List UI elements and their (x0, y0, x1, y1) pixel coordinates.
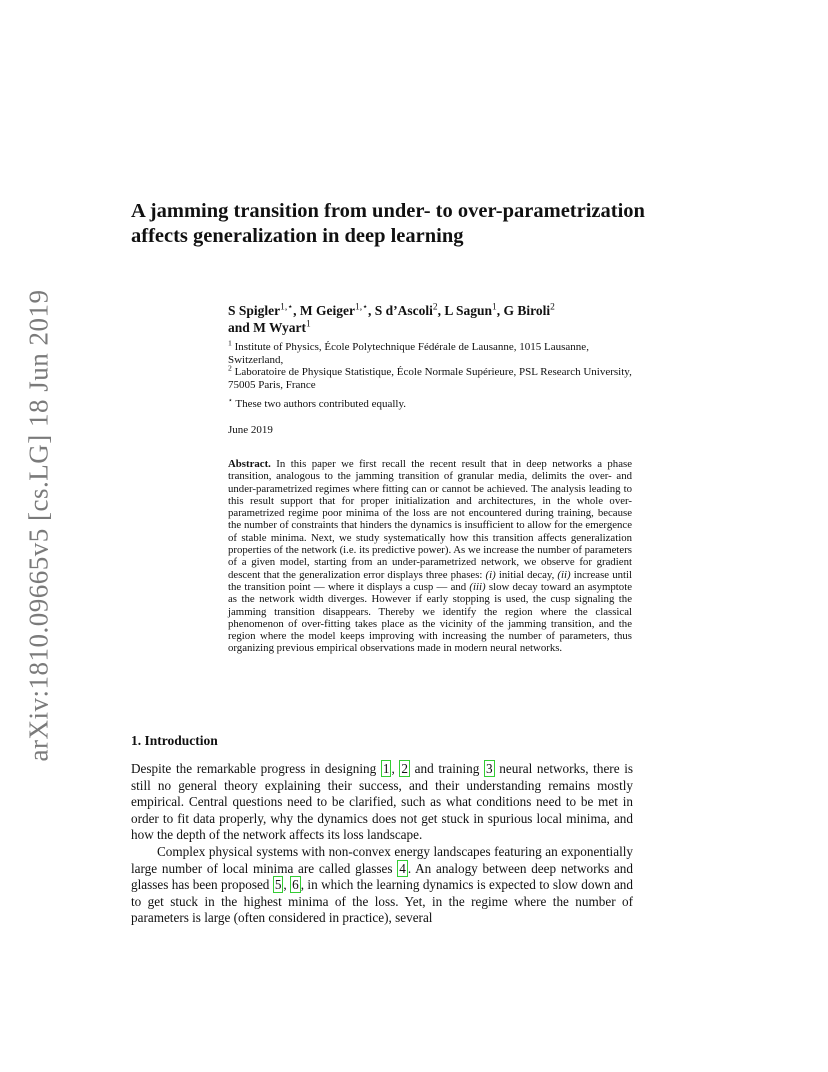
paragraph-text: , in which the learning dynamics is expected to slow down and to get stuck in the highest minima of the loss. Yet, in the regime where the number of parameters is large (often considered in practice), several (131, 877, 633, 926)
paragraph-text: and training (410, 761, 485, 776)
abstract-text: slow decay toward an asymptote as the network width diverges. However if early stopping is used, the cusp signaling the jamming transition disappears. Thereby we identify the region where the classical phenomenon of over-fitting takes place as the vicinity of the jamming transition, and the region where the model keeps improving with increasing the number of parameters, thus organizing previous empirical observations made in modern neural networks. (228, 580, 632, 655)
author-name: , L Sagun (437, 303, 493, 318)
author-name: and M Wyart (228, 320, 307, 335)
citation-link[interactable]: 1 (382, 761, 390, 776)
affiliation-marker: 1,⋆ (280, 302, 294, 313)
paragraph (131, 761, 633, 844)
paragraph-text: . An analogy between deep networks and glasses has been proposed (131, 860, 633, 893)
abstract-text: initial decay, (495, 568, 558, 581)
affiliation-text: Institute of Physics, École Polytechnique Fédérale de Lausanne, 1015 Lausanne, Switzerland, (228, 341, 589, 366)
affiliation-text: Laboratoire de Physique Statistique, École Normale Supérieure, PSL Research University, 75005 Paris, France (228, 366, 632, 391)
affiliation-marker: ⋆ (228, 395, 233, 405)
citation-link[interactable]: 2 (401, 761, 408, 776)
abstract-label: Abstract. (228, 458, 271, 470)
affiliation-2 (228, 363, 638, 392)
paragraph-text: , (283, 877, 291, 893)
affiliation-marker: 1,⋆ (355, 302, 368, 313)
author-name: S Spigler (228, 303, 281, 318)
affiliation-marker: 1 (306, 319, 311, 330)
arxiv-identifier: arXiv:1810.09665v5 [cs.LG] 18 Jun 2019 (23, 289, 54, 761)
phase-label: (iii) (469, 580, 486, 593)
paragraph-text: Despite the remarkable progress in designing (131, 761, 381, 776)
affiliation-1 (228, 338, 638, 367)
citation-link[interactable]: 5 (274, 877, 282, 893)
author-list (228, 302, 638, 336)
citation-link[interactable]: 6 (292, 877, 299, 893)
author-name: , S d’Ascoli (368, 303, 433, 318)
equal-contribution-note (228, 395, 638, 411)
arxiv-sidebar-stamp (24, 290, 54, 760)
paragraph-text: , (391, 761, 400, 776)
section-heading: 1. Introduction (131, 733, 218, 748)
author-name: , M Geiger (293, 303, 355, 318)
affiliation-marker: 2 (432, 302, 438, 313)
paragraph-text: Complex physical systems with non-convex energy landscapes featuring an exponentially large number of local minima are called glasses (131, 843, 633, 876)
citation-link[interactable]: 4 (399, 860, 406, 876)
affiliation-marker: 2 (228, 363, 232, 373)
affiliation-marker: 2 (550, 302, 555, 313)
abstract (228, 458, 632, 655)
author-name: , G Biroli (496, 303, 551, 318)
abstract-text: increase until the transition point — where it displays a cusp — and (228, 568, 633, 593)
abstract-text: In this paper we first recall the recent result that in deep networks a phase transition, analogous to the jamming transition of granular media, delimits the over- and under-parametrized regimes where fitting can or cannot be achieved. The analysis leading to this result support that for proper initialization and architectures, in the whole over-parametrized regime poor minima of the loss are not encountered during training, because the number of constraints that hinders the dynamics is insufficient to allow for the emergence of stable minima. Next, we study systematically how this transition affects generalization properties of the network (i.e. its predictive power). As we increase the number of parameters of a given model, starting from an under-parametrized network, we observe for gradient descent that the generalization error displays three phases: (228, 458, 632, 581)
affiliation-marker: 1 (492, 302, 497, 313)
paragraph (131, 844, 633, 927)
note-text: These two authors contributed equally. (232, 398, 407, 410)
phase-label: (ii) (557, 568, 571, 581)
publication-date: June 2019 (228, 424, 273, 436)
affiliation-marker: 1 (228, 338, 232, 348)
introduction-body (131, 761, 633, 927)
phase-label: (i) (485, 568, 496, 581)
citation-link[interactable]: 3 (486, 761, 493, 776)
paragraph-text: neural networks, there is still no general theory explaining their success, and their understanding remains mostly empirical. Central questions need to be clarified, such as what conditions need to be met in order to fit data properly, why the dynamics does not get stuck in spurious local minima, and how the depth of the network affects its loss landscape. (131, 761, 633, 843)
paper-title: A jamming transition from under- to over-parametrization affects generalization in deep learning (131, 200, 645, 247)
